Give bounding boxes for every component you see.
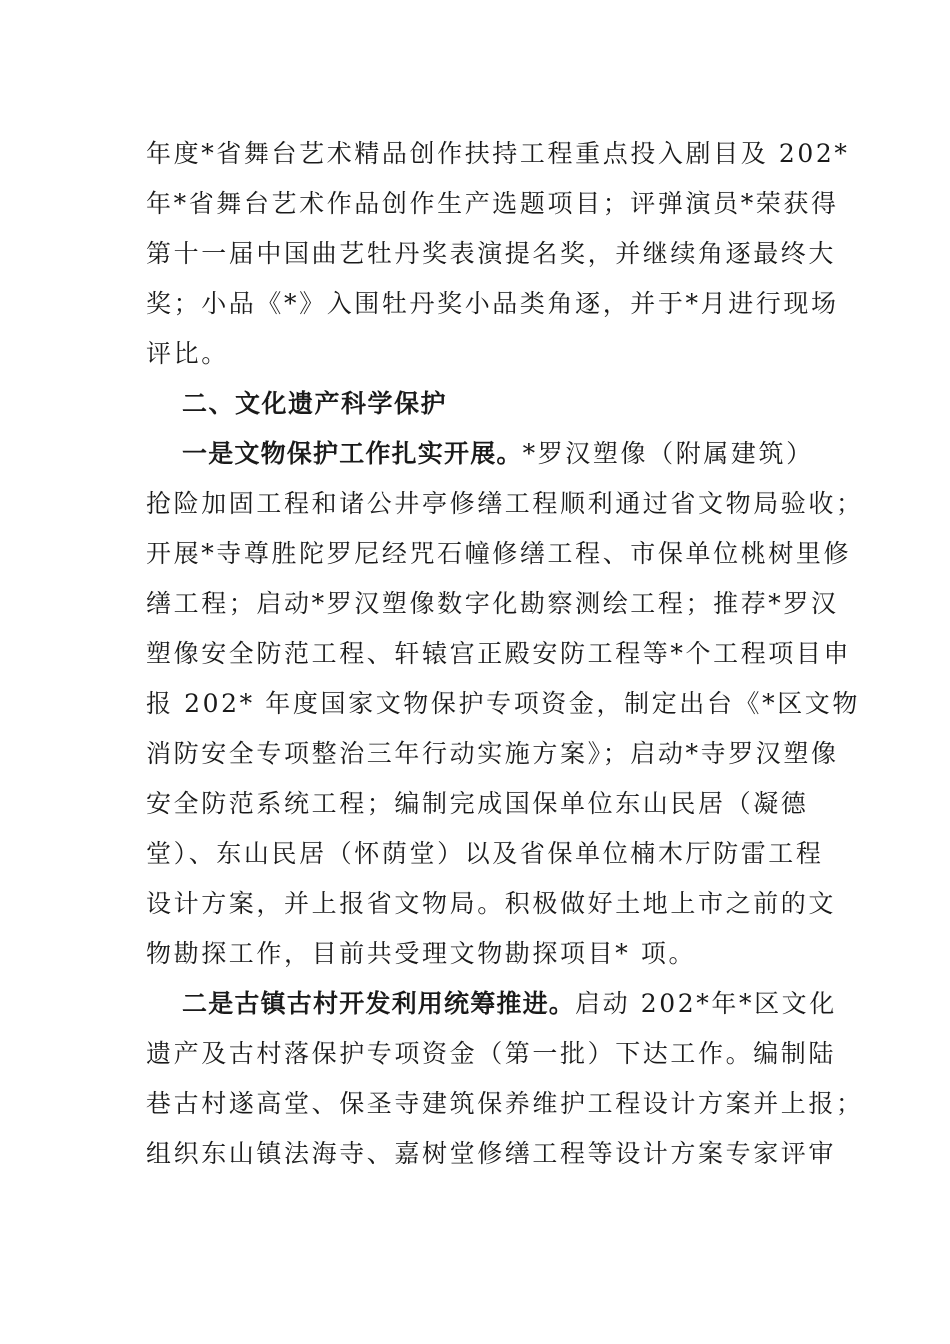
paragraph-1-line-2: 年*省舞台艺术作品创作生产选题项目；评弹演员*荣获得 — [146, 189, 839, 218]
paragraph-1-line-3: 第十一届中国曲艺牡丹奖表演提名奖，并继续角逐最终大 — [146, 239, 837, 268]
paragraph-2-line-7: 消防安全专项整治三年行动实施方案》；启动*寺罗汉塑像 — [146, 739, 839, 768]
paragraph-2-line-3: 开展*寺尊胜陀罗尼经咒石幢修缮工程、市保单位桃树里修 — [146, 539, 852, 568]
paragraph-2-line-10: 设计方案，并上报省文物局。积极做好土地上市之前的文 — [146, 889, 837, 918]
paragraph-2-line-11: 物勘探工作，目前共受理文物勘探项目* 项。 — [146, 939, 697, 968]
paragraph-2-line-5: 塑像安全防范工程、轩辕宫正殿安防工程等*个工程项目申 — [146, 639, 852, 668]
paragraph-1-line-5: 评比。 — [146, 339, 229, 368]
section-heading: 二、文化遗产科学保护 — [182, 389, 448, 418]
paragraph-3-line-3: 巷古村遂高堂、保圣寺建筑保养维护工程设计方案并上报； — [146, 1089, 864, 1118]
paragraph-3-line-1 — [182, 984, 842, 1024]
paragraph-2-line-2: 抢险加固工程和诸公井亭修缮工程顺利通过省文物局验收； — [146, 489, 864, 518]
paragraph-2-lead: 一是文物保护工作扎实开展。 — [182, 439, 523, 468]
paragraph-3-line-4: 组织东山镇法海寺、嘉树堂修缮工程等设计方案专家评审 — [146, 1139, 837, 1168]
paragraph-3-lead: 二是古镇古村开发利用统筹推进。 — [182, 989, 576, 1018]
paragraph-2-line-4: 缮工程；启动*罗汉塑像数字化勘察测绘工程；推荐*罗汉 — [146, 589, 839, 618]
paragraph-3-line-1-text: 启动 202*年*区文化 — [575, 989, 837, 1018]
paragraph-2-line-1 — [182, 434, 842, 474]
paragraph-2-line-6: 报 202* 年度国家文物保护专项资金，制定出台《*区文物 — [146, 689, 861, 718]
paragraph-1-line-4: 奖；小品《*》入围牡丹奖小品类角逐，并于*月进行现场 — [146, 289, 839, 318]
paragraph-2-line-8: 安全防范系统工程；编制完成国保单位东山民居（凝德 — [146, 789, 809, 818]
paragraph-2-line-9: 堂）、东山民居（怀荫堂）以及省保单位楠木厅防雷工程 — [146, 839, 824, 868]
paragraph-2-line-1-text: *罗汉塑像（附属建筑） — [522, 439, 814, 468]
paragraph-1-line-1: 年度*省舞台艺术精品创作扶持工程重点投入剧目及 202* — [146, 139, 850, 168]
paragraph-3-line-2: 遗产及古村落保护专项资金（第一批）下达工作。编制陆 — [146, 1039, 837, 1068]
